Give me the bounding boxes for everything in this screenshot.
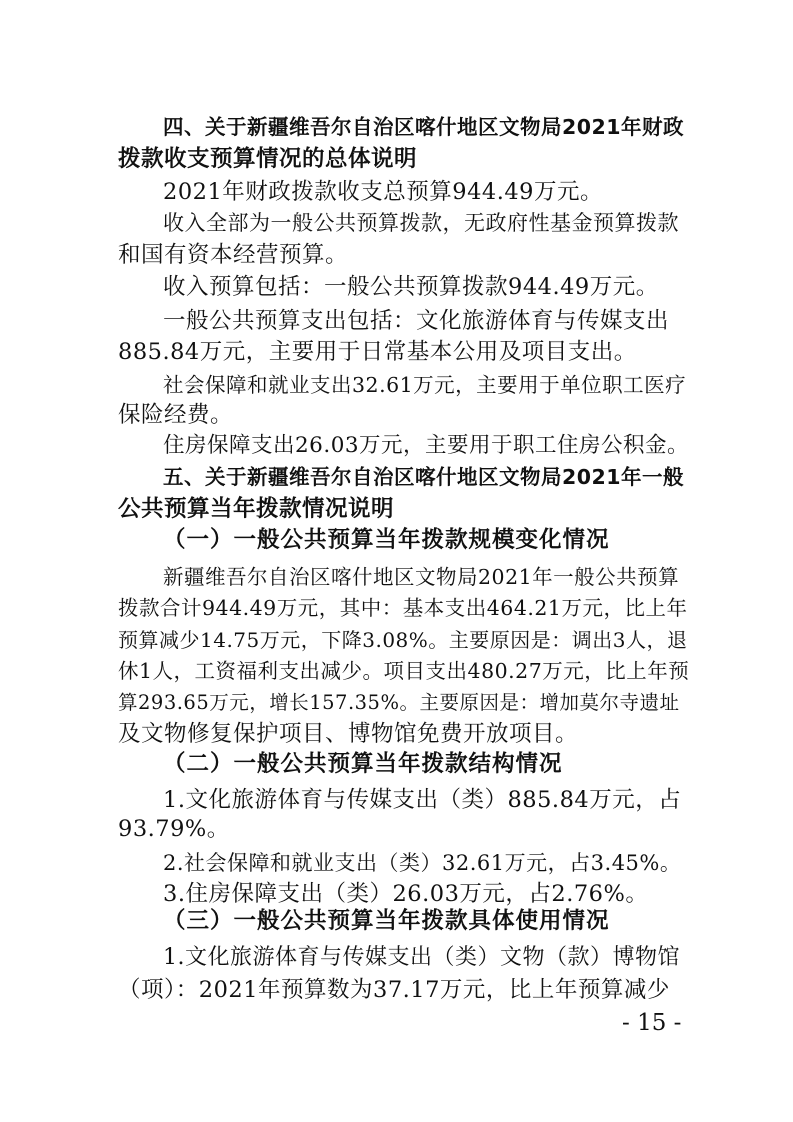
sub1-line3: 预算减少14.75万元，下降3.08%。主要原因是：调出3人，退 <box>118 628 688 652</box>
section4-paragraph-income-line1: 收入全部为一般公共预算拨款，无政府性基金预算拨款 <box>163 211 679 235</box>
section4-heading-line2: 拨款收支预算情况的总体说明 <box>118 146 418 172</box>
sub2-item1-line2: 93.79%。 <box>118 816 230 842</box>
section4-paragraph-income-budget: 收入预算包括：一般公共预算拨款944.49万元。 <box>163 274 659 300</box>
section4-paragraph-expense-line2: 885.84万元，主要用于日常基本公用及项目支出。 <box>118 339 637 365</box>
section4-paragraph-social-line2: 保险经费。 <box>118 402 234 428</box>
page-number: - 15 - <box>622 1010 682 1036</box>
section4-paragraph-social-line1: 社会保障和就业支出32.61万元，主要用于单位职工医疗 <box>163 373 687 397</box>
sub1-line4: 休1人，工资福利支出减少。项目支出480.27万元，比上年预 <box>118 659 690 683</box>
sub1-line2: 拨款合计944.49万元，其中：基本支出464.21万元，比上年 <box>118 596 688 620</box>
sub3-title: （三）一般公共预算当年拨款具体使用情况 <box>163 908 610 934</box>
sub2-item3: 3.住房保障支出（类）26.03万元，占2.76%。 <box>163 881 649 907</box>
sub1-title: （一）一般公共预算当年拨款规模变化情况 <box>163 527 610 553</box>
sub1-line1: 新疆维吾尔自治区喀什地区文物局2021年一般公共预算 <box>163 565 680 589</box>
section5-heading-line2: 公共预算当年拨款情况说明 <box>118 496 395 522</box>
sub3-item1-line2: （项）：2021年预算数为37.17万元，比上年预算减少 <box>118 977 670 1003</box>
section4-heading-line1: 四、关于新疆维吾尔自治区喀什地区文物局2021年财政 <box>163 115 685 139</box>
sub2-item1-line1: 1.文化旅游体育与传媒支出（类）885.84万元，占 <box>163 787 682 813</box>
sub1-line6: 及文物修复保护项目、博物馆免费开放项目。 <box>118 721 579 747</box>
section4-paragraph-total: 2021年财政拨款收支总预算944.49万元。 <box>163 179 603 205</box>
sub3-item1-line1: 1.文化旅游体育与传媒支出（类）文物（款）博物馆 <box>163 945 680 970</box>
section5-heading-line1: 五、关于新疆维吾尔自治区喀什地区文物局2021年一般 <box>163 465 685 489</box>
sub2-item2: 2.社会保障和就业支出（类）32.61万元，占3.45%。 <box>163 851 682 875</box>
sub1-line5: 算293.65万元，增长157.35%。主要原因是：增加莫尔寺遗址 <box>118 691 680 714</box>
section4-paragraph-expense-line1: 一般公共预算支出包括：文化旅游体育与传媒支出 <box>163 308 670 334</box>
sub2-title: （二）一般公共预算当年拨款结构情况 <box>163 751 563 777</box>
section4-paragraph-income-line2: 和国有资本经营预算。 <box>118 242 349 268</box>
section4-paragraph-housing: 住房保障支出26.03万元，主要用于职工住房公积金。 <box>163 433 690 458</box>
